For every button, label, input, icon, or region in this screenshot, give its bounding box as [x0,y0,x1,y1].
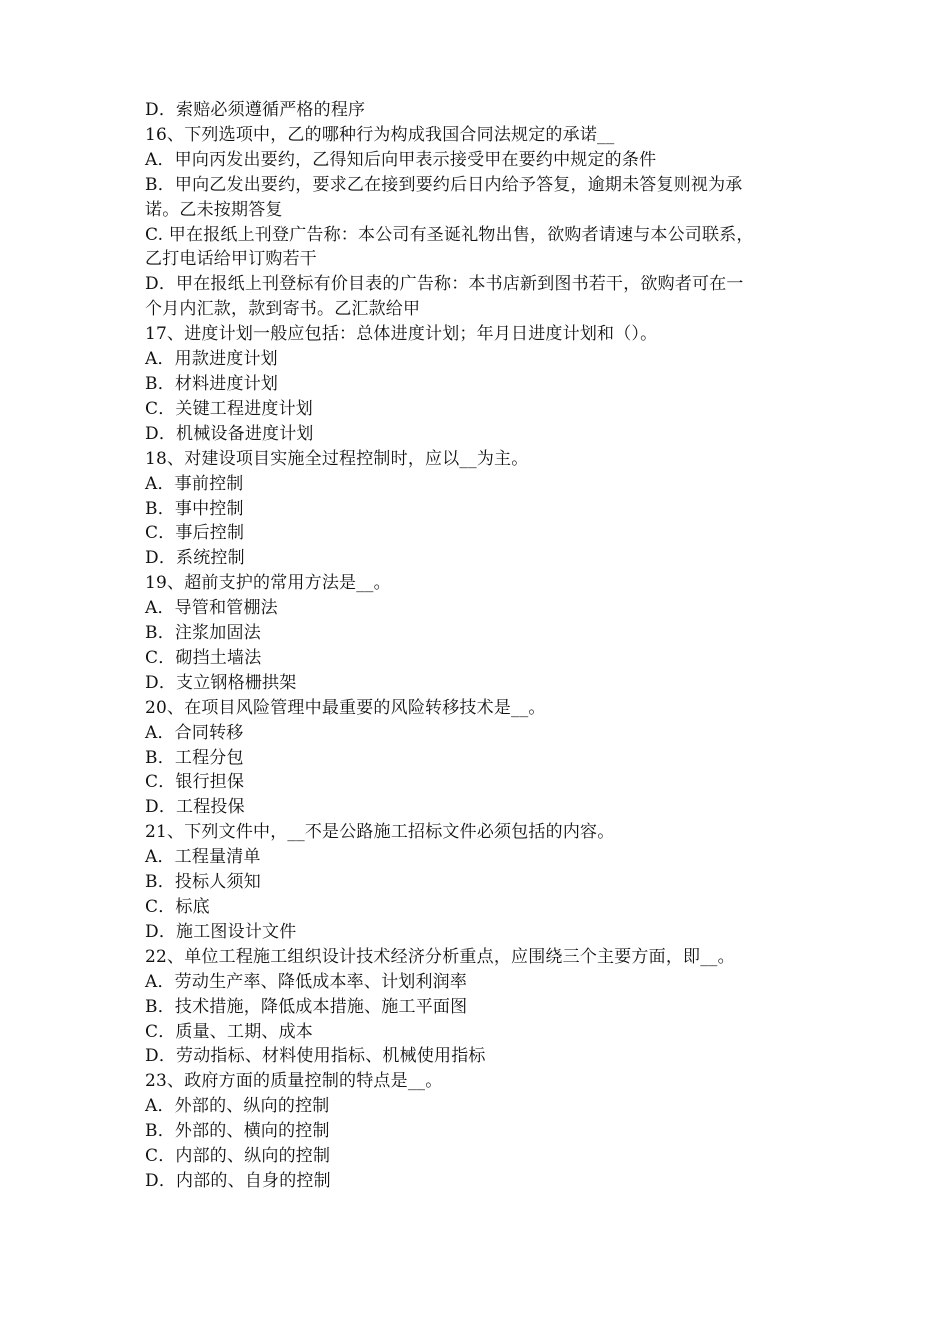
option-line: B．材料进度计划 [145,373,279,394]
option-line: B．事中控制 [145,498,244,519]
question-20: 20、在项目风险管理中最重要的风险转移技术是__。 [145,697,546,718]
option-line: A．事前控制 [145,473,244,494]
option-line-continuation: 乙打电话给甲订购若干 [145,249,317,270]
option-line: A．劳动生产率、降低成本率、计划利润率 [145,971,468,992]
option-line: B．投标人须知 [145,872,261,893]
option-line-continuation: 诺。乙未按期答复 [145,199,283,220]
option-line: A．工程量清单 [145,847,261,868]
option-line: B．工程分包 [145,747,244,768]
option-line: D．机械设备进度计划 [145,423,314,444]
option-line-continuation: 个月内汇款，款到寄书。乙汇款给甲 [145,299,421,320]
option-line: B．外部的、横向的控制 [145,1121,330,1142]
option-line: B．甲向乙发出要约，要求乙在接到要约后日内给予答复，逾期未答复则视为承 [145,174,743,195]
question-17: 17、进度计划一般应包括：总体进度计划；年月日进度计划和（）。 [145,324,658,345]
question-16: 16、下列选项中，乙的哪种行为构成我国合同法规定的承诺__ [145,124,615,145]
option-line: D．甲在报纸上刊登标有价目表的广告称：本书店新到图书若干，欲购者可在一 [145,274,744,295]
option-line: D．系统控制 [145,548,245,569]
option-line: A．导管和管棚法 [145,598,278,619]
question-23: 23、政府方面的质量控制的特点是__。 [145,1071,443,1092]
option-line: B．技术措施，降低成本措施、施工平面图 [145,996,468,1017]
option-line: D．劳动指标、材料使用指标、机械使用指标 [145,1046,486,1067]
option-line: C．银行担保 [145,772,245,793]
question-22: 22、单位工程施工组织设计技术经济分析重点，应围绕三个主要方面，即__。 [145,946,735,967]
option-line: C．内部的、纵向的控制 [145,1146,331,1167]
option-line: A．合同转移 [145,722,244,743]
option-line: D．工程投保 [145,797,245,818]
document-page [145,98,815,1194]
option-line: D．内部的、自身的控制 [145,1170,331,1191]
option-line: C. 甲在报纸上刊登广告称：本公司有圣诞礼物出售，欲购者请速与本公司联系， [145,224,754,245]
option-line: C．砌挡土墙法 [145,647,262,668]
option-line: A．用款进度计划 [145,349,278,370]
option-line: A．外部的、纵向的控制 [145,1096,330,1117]
option-line: D．施工图设计文件 [145,921,297,942]
option-line: C．标底 [145,897,210,917]
option-line: C．事后控制 [145,523,245,544]
option-line: B．注浆加固法 [145,623,261,644]
question-21: 21、下列文件中，__不是公路施工招标文件必须包括的内容。 [145,822,615,843]
question-18: 18、对建设项目实施全过程控制时，应以__为主。 [145,448,529,469]
option-line: C．关键工程进度计划 [145,398,314,419]
option-line: A．甲向丙发出要约，乙得知后向甲表示接受甲在要约中规定的条件 [145,149,657,170]
option-line: C．质量、工期、成本 [145,1021,314,1042]
option-line: D．索赔必须遵循严格的程序 [145,100,366,120]
option-line: D．支立钢格栅拱架 [145,672,297,693]
question-19: 19、超前支护的常用方法是__。 [145,573,391,594]
